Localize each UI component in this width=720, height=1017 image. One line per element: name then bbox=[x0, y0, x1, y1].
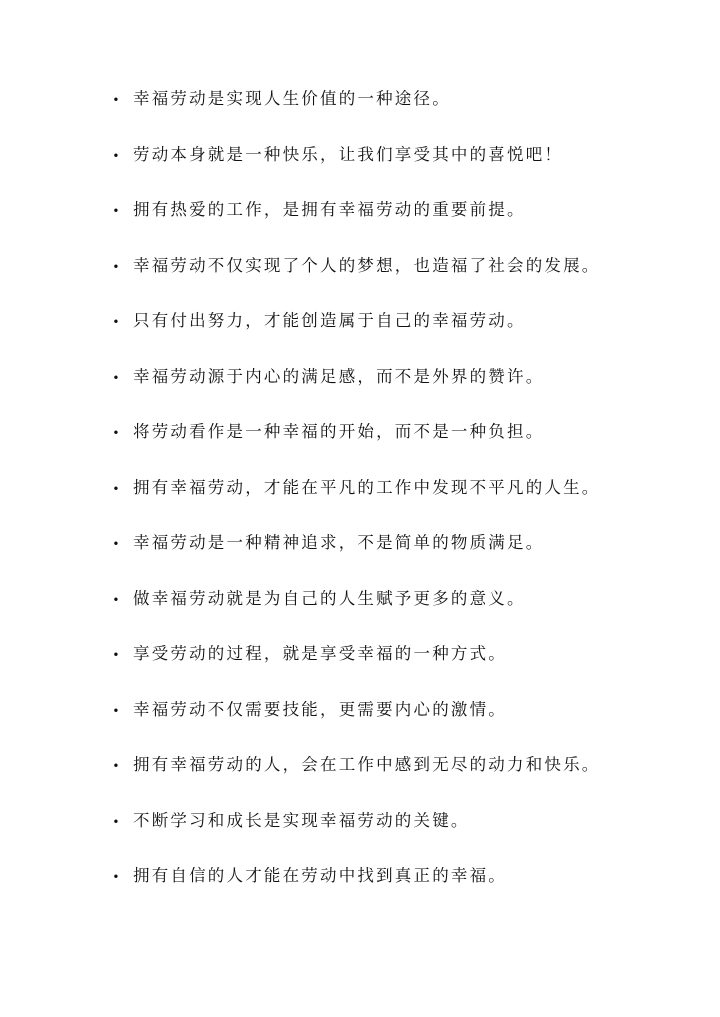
list-item-text: 幸福劳动不仅需要技能，更需要内心的激情。 bbox=[133, 699, 507, 719]
bullet-icon: • bbox=[112, 259, 122, 274]
list-item-text: 幸福劳动不仅实现了个人的梦想，也造福了社会的发展。 bbox=[133, 255, 601, 275]
bullet-icon: • bbox=[112, 870, 122, 884]
list-item-text: 不断学习和成长是实现幸福劳动的关键。 bbox=[133, 810, 470, 830]
list-item-text: 劳动本身就是一种快乐，让我们享受其中的喜悦吧！ bbox=[133, 144, 564, 164]
bullet-icon: • bbox=[112, 148, 122, 163]
list-item bbox=[0, 358, 720, 414]
bullet-icon: • bbox=[112, 204, 122, 218]
list-item-text: 将劳动看作是一种幸福的开始，而不是一种负担。 bbox=[133, 422, 545, 441]
list-item bbox=[0, 691, 720, 747]
list-item-text: 幸福劳动源于内心的满足感，而不是外界的赞许。 bbox=[133, 366, 545, 386]
list-item bbox=[0, 469, 720, 525]
bullet-icon: • bbox=[112, 703, 122, 718]
list-item bbox=[0, 413, 720, 469]
list-item-text: 拥有自信的人才能在劳动中找到真正的幸福。 bbox=[133, 866, 507, 885]
bullet-icon: • bbox=[112, 426, 122, 440]
list-item bbox=[0, 247, 720, 303]
list-item-text: 幸福劳动是实现人生价值的一种途径。 bbox=[133, 89, 451, 108]
list-item bbox=[0, 580, 720, 636]
bullet-list bbox=[0, 80, 720, 913]
list-item-text: 幸福劳动是一种精神追求，不是简单的物质满足。 bbox=[133, 533, 545, 552]
bullet-icon: • bbox=[112, 592, 122, 607]
list-item bbox=[0, 302, 720, 358]
list-item-text: 拥有幸福劳动的人，会在工作中感到无尽的动力和快乐。 bbox=[133, 755, 601, 774]
list-item bbox=[0, 191, 720, 247]
list-item bbox=[0, 857, 720, 913]
list-item-text: 享受劳动的过程，就是享受幸福的一种方式。 bbox=[133, 644, 507, 663]
list-item bbox=[0, 746, 720, 802]
list-item-text: 做幸福劳动就是为自己的人生赋予更多的意义。 bbox=[133, 588, 526, 608]
list-item bbox=[0, 524, 720, 580]
bullet-icon: • bbox=[112, 648, 122, 662]
list-item bbox=[0, 635, 720, 691]
bullet-icon: • bbox=[112, 370, 122, 385]
list-item bbox=[0, 136, 720, 192]
list-item-text: 拥有幸福劳动，才能在平凡的工作中发现不平凡的人生。 bbox=[133, 477, 601, 497]
list-item-text: 只有付出努力，才能创造属于自己的幸福劳动。 bbox=[133, 311, 526, 330]
list-item bbox=[0, 80, 720, 136]
list-item-text: 拥有热爱的工作，是拥有幸福劳动的重要前提。 bbox=[133, 200, 526, 219]
bullet-icon: • bbox=[112, 537, 122, 551]
bullet-icon: • bbox=[112, 315, 122, 329]
bullet-icon: • bbox=[112, 814, 122, 829]
bullet-icon: • bbox=[112, 759, 122, 773]
bullet-icon: • bbox=[112, 93, 122, 107]
bullet-icon: • bbox=[112, 481, 122, 496]
list-item bbox=[0, 802, 720, 858]
